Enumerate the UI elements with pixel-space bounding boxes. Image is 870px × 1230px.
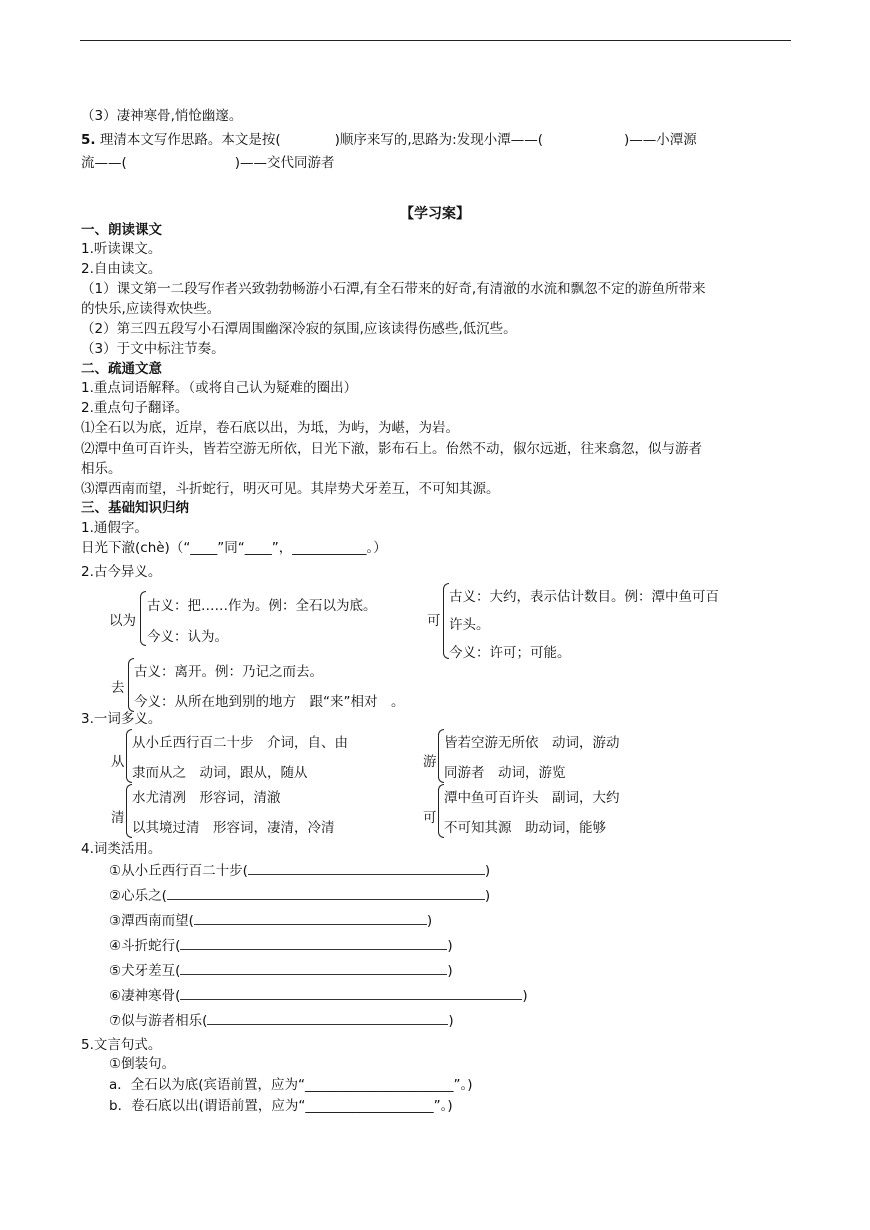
- top-line-3: 流——( )——交代同游者: [81, 155, 335, 171]
- s3-item-3: 3.一词多义。: [81, 711, 162, 727]
- juishi-a: a．全石以为底(宾语前置，应为“______________________”。): [109, 1077, 473, 1093]
- s3-item-5: 5.文言句式。: [81, 1037, 162, 1053]
- ke-gu-b: 许头。: [449, 617, 490, 633]
- ke-gu-a: 古义：大约，表示估计数目。例：潭中鱼可百: [449, 589, 719, 605]
- huoyong-6: ⑥凄神寒骨( ): [109, 988, 528, 1004]
- s2-sentence-2a: ⑵潭中鱼可百许头，皆若空游无所依，日光下澈，影布石上。佁然不动，俶尔远逝，往来翕忽，似与游者: [81, 441, 702, 457]
- qing-word: 清: [111, 810, 125, 826]
- qing-2: 以其境过清 形容词，凄清，冷清: [132, 820, 335, 836]
- tongjia-line: 日光下澈(chè)（“____”同“____”，___________。）: [81, 540, 387, 556]
- header-rule: [80, 40, 791, 41]
- s2-sentence-1: ⑴全石以为底，近岸，卷石底以出，为坻，为屿，为嵁，为岩。: [81, 420, 459, 436]
- s2-item-1: 1.重点词语解释。（或将自己认为疑难的圈出）: [81, 380, 358, 396]
- qu-jin: 今义：从所在地到别的地方 跟“来”相对 。: [134, 694, 405, 710]
- ke2-2: 不可知其源 助动词，能够: [444, 820, 606, 836]
- heading-3: 三、基础知识归纳: [81, 500, 189, 516]
- huoyong-3: ③潭西南而望( ): [109, 913, 433, 929]
- cong-2: 隶而从之 动词，跟从，随从: [132, 765, 308, 781]
- ke2-1: 潭中鱼可百许头 副词，大约: [444, 790, 620, 806]
- you-1: 皆若空游无所依 动词，游动: [444, 735, 620, 751]
- s2-sentence-2b: 相乐。: [81, 461, 122, 477]
- heading-1: 一、朗读课文: [81, 222, 162, 238]
- huoyong-7: ⑦似与游者相乐( ): [109, 1013, 454, 1029]
- answer-blank[interactable]: [180, 987, 522, 1000]
- qu-gu: 古义：离开。例：乃记之而去。: [134, 664, 323, 680]
- ke2-word: 可: [423, 810, 437, 826]
- answer-blank[interactable]: [248, 862, 485, 875]
- you-2: 同游者 动词，游览: [444, 765, 566, 781]
- s3-item-2: 2.古今异义。: [81, 564, 162, 580]
- qing-1: 水尤清冽 形容词，清澈: [132, 790, 281, 806]
- ke-jin: 今义：许可；可能。: [449, 645, 571, 661]
- s3-item-1: 1.通假字。: [81, 520, 148, 536]
- juishi-b: b．卷石底以出(谓语前置，应为“___________________”。): [109, 1098, 453, 1114]
- answer-blank[interactable]: [207, 1012, 448, 1025]
- s1-item-2: 2.自由读文。: [81, 261, 162, 277]
- s1-item-1: 1.听读课文。: [81, 241, 162, 257]
- you-word: 游: [423, 754, 437, 770]
- yiwei-gu: 古义：把……作为。例：全石以为底。: [147, 598, 377, 614]
- top-line-1: （3）凄神寒骨,悄怆幽邃。: [81, 108, 243, 124]
- huoyong-1: ①从小丘西行百二十步( ): [109, 863, 491, 879]
- heading-2: 二、疏通文意: [81, 361, 162, 377]
- huoyong-5: ⑤犬牙差互( ): [109, 963, 453, 979]
- qu-word: 去: [111, 680, 125, 696]
- huoyong-4: ④斗折蛇行( ): [109, 938, 453, 954]
- cong-1: 从小丘西行百二十步 介词，自、由: [132, 735, 348, 751]
- huoyong-2: ②心乐之( ): [109, 888, 491, 904]
- s1-para-1a: （1）课文第一二段写作者兴致勃勃畅游小石潭,有全石带来的好奇,有清澈的水流和飘忽不定的游鱼所带来: [81, 281, 706, 297]
- yiwei-word: 以为: [109, 613, 136, 629]
- brace-yiwei: [140, 591, 146, 646]
- top-line-2: 5. 理清本文写作思路。本文是按( )顺序来写的,思路为:发现小潭——( )——小潭源: [81, 132, 697, 148]
- s3-item-4: 4.词类活用。: [81, 841, 162, 857]
- answer-blank[interactable]: [180, 962, 447, 975]
- s1-para-2: （2）第三四五段写小石潭周围幽深冷寂的氛围,应该读得伤感些,低沉些。: [81, 321, 517, 337]
- section-title: 【学习案】: [400, 206, 470, 222]
- answer-blank[interactable]: [167, 887, 485, 900]
- s1-para-1b: 的快乐,应读得欢快些。: [81, 301, 221, 317]
- ke-word: 可: [427, 613, 441, 629]
- yiwei-jin: 今义：认为。: [147, 629, 228, 645]
- s2-sentence-3: ⑶潭西南而望，斗折蛇行，明灭可见。其岸势犬牙差互，不可知其源。: [81, 481, 500, 497]
- s2-item-2: 2.重点句子翻译。: [81, 400, 189, 416]
- s1-para-3: （3）于文中标注节奏。: [81, 341, 225, 357]
- juishi-1: ①倒装句。: [109, 1056, 176, 1072]
- cong-word: 从: [111, 754, 125, 770]
- answer-blank[interactable]: [180, 937, 447, 950]
- answer-blank[interactable]: [194, 912, 427, 925]
